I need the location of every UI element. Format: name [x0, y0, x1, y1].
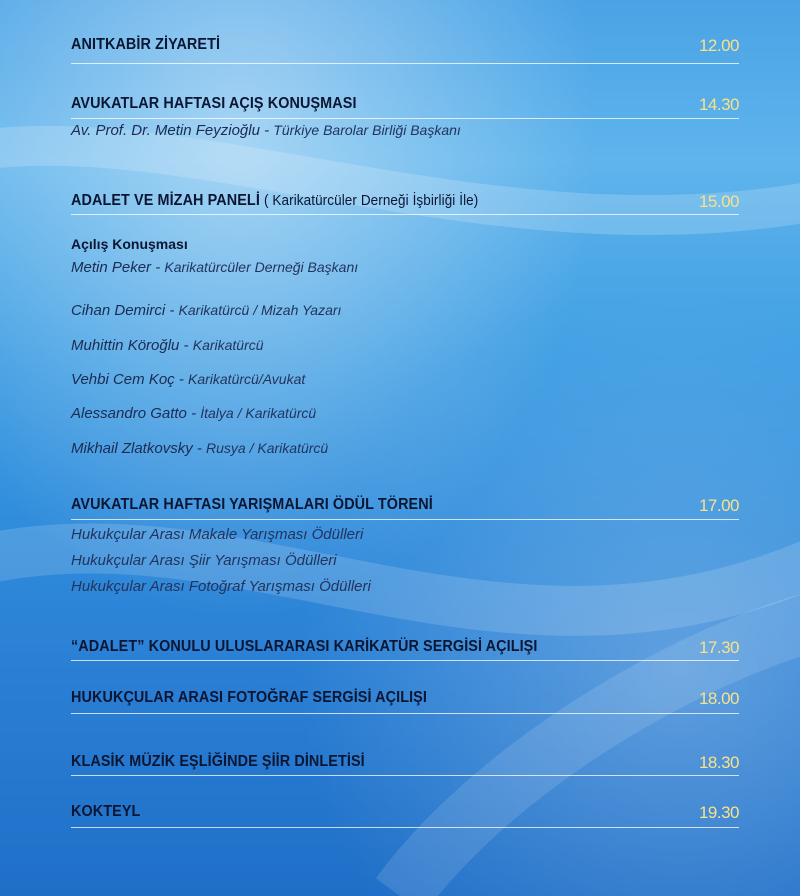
event-title: “ADALET” KONULU ULUSLARARASI KARİKATÜR SERGİSİ AÇILIŞI [71, 638, 538, 655]
event-title: KOKTEYL [71, 803, 141, 820]
opening-role: Karikatürcüler Derneği Başkanı [164, 259, 359, 275]
panelist-name: Mikhail Zlatkovsky - [71, 440, 202, 457]
event-time: 12.00 [698, 36, 739, 55]
event-time: 19.30 [698, 803, 739, 822]
opening-speaker [71, 259, 358, 276]
event-time: 18.00 [698, 689, 739, 708]
event-row [71, 803, 739, 821]
award-text: Hukukçular Arası Makale Yarışması Ödülleri [71, 526, 364, 543]
panelist-name: Vehbi Cem Koç - [71, 371, 184, 388]
panelist [71, 337, 264, 354]
panelist-role: Rusya / Karikatürcü [206, 440, 329, 456]
divider [71, 519, 739, 520]
event-title: ANITKABİR ZİYARETİ [71, 36, 221, 53]
event-title: AVUKATLAR HAFTASI AÇIŞ KONUŞMASI [71, 95, 357, 112]
event-row [71, 638, 739, 656]
event-time: 18.30 [698, 753, 739, 772]
award-item [71, 526, 363, 543]
event-title: AVUKATLAR HAFTASI YARIŞMALARI ÖDÜL TÖRENİ [71, 496, 433, 513]
divider [71, 775, 739, 776]
event-time: 14.30 [698, 95, 739, 114]
divider [71, 827, 739, 828]
panelist-role: Karikatürcü [192, 337, 264, 353]
event-title-text: ADALET VE MİZAH PANELİ [71, 192, 260, 209]
event-row [71, 95, 739, 113]
panelist [71, 440, 328, 457]
event-title [71, 192, 672, 210]
panelist-role: Karikatürcü / Mizah Yazarı [178, 302, 342, 318]
panelist-name: Cihan Demirci - [71, 302, 175, 319]
award-item [71, 552, 337, 569]
divider [71, 713, 739, 714]
event-time: 17.00 [698, 496, 739, 515]
panelist-role: İtalya / Karikatürcü [200, 405, 317, 421]
divider [71, 660, 739, 661]
panelist-name: Muhittin Köroğlu - [71, 337, 189, 354]
opening-name: Metin Peker - [71, 259, 161, 276]
award-item [71, 578, 371, 595]
event-time: 17.30 [698, 638, 739, 657]
award-text: Hukukçular Arası Şiir Yarışması Ödülleri [71, 552, 337, 569]
speaker-role: Türkiye Barolar Birliği Başkanı [273, 122, 461, 138]
speaker-name: Av. Prof. Dr. Metin Feyzioğlu - [71, 122, 270, 139]
panelist-name: Alessandro Gatto - [71, 405, 197, 422]
event-time: 15.00 [698, 192, 739, 211]
event-row [71, 689, 739, 707]
panelist [71, 405, 316, 422]
event-title-note: ( Karikatürcüler Derneği İşbirliği İle) [264, 192, 479, 209]
event-title: HUKUKÇULAR ARASI FOTOĞRAF SERGİSİ AÇILIŞI [71, 689, 427, 706]
event-row [71, 753, 739, 771]
event-title: KLASİK MÜZİK EŞLİĞİNDE ŞİİR DİNLETİSİ [71, 753, 365, 770]
panelist [71, 371, 305, 388]
event-row [71, 36, 739, 54]
speaker-line [71, 122, 461, 139]
divider [71, 214, 739, 215]
opening-label: Açılış Konuşması [71, 236, 188, 252]
panelist-role: Karikatürcü/Avukat [188, 371, 306, 387]
award-text: Hukukçular Arası Fotoğraf Yarışması Ödülleri [71, 578, 371, 595]
divider [71, 63, 739, 64]
event-row [71, 496, 739, 514]
divider [71, 118, 739, 119]
panelist [71, 302, 341, 319]
event-row [71, 192, 739, 210]
